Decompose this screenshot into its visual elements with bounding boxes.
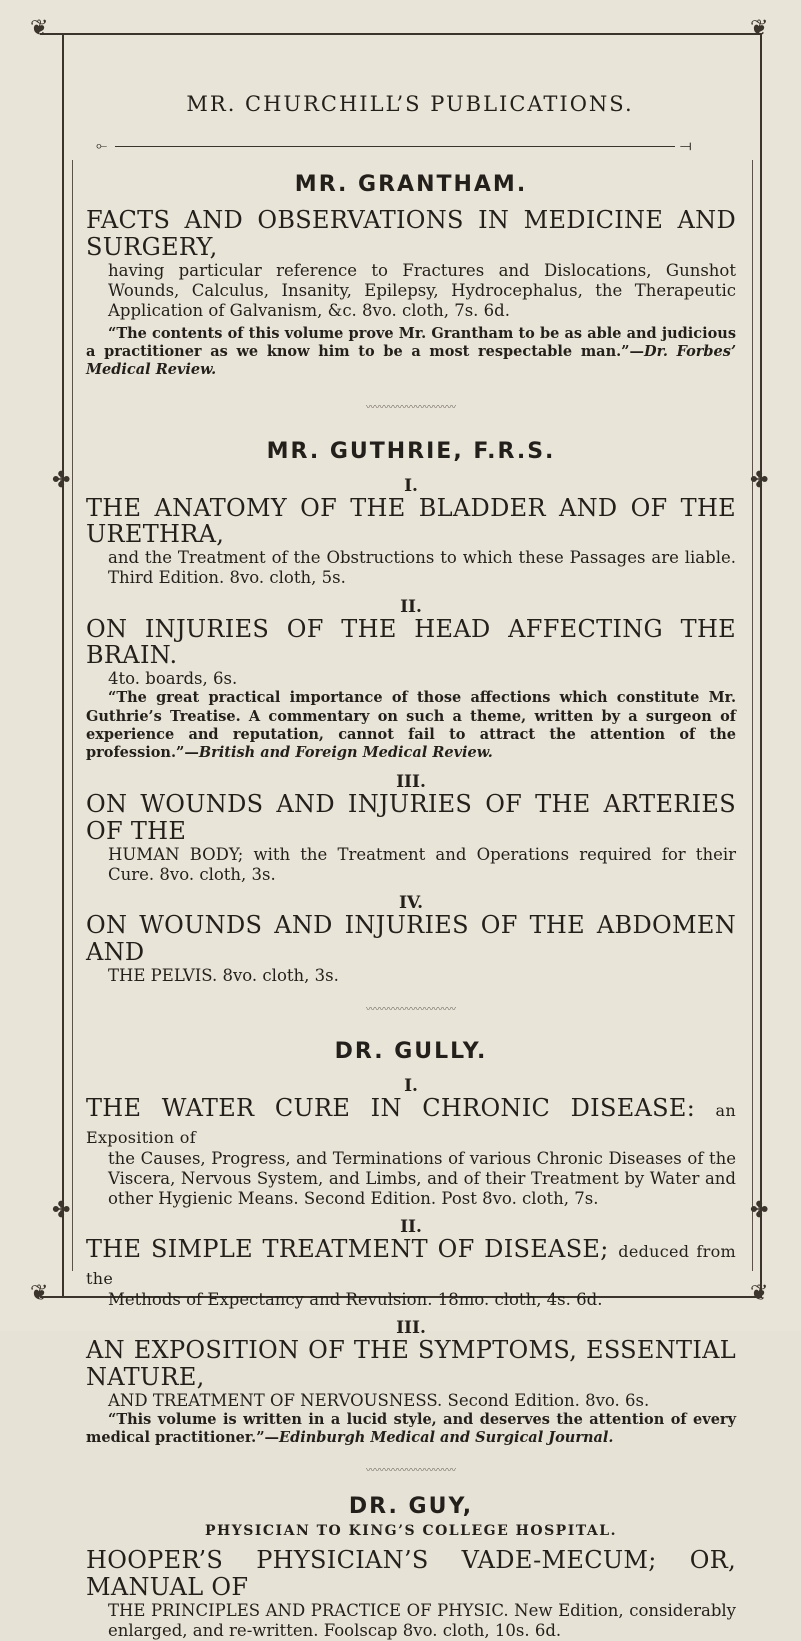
border-inner-left	[72, 160, 73, 1271]
side-ornament-icon: ✤	[52, 1198, 71, 1223]
author-name: DR. GUY,	[348, 1493, 474, 1519]
book-title: AN EXPOSITION OF THE SYMPTOMS, ESSENTIAL NATURE,	[86, 1335, 736, 1391]
corner-ornament-icon: ❦	[30, 1281, 49, 1306]
author-section	[86, 172, 736, 380]
corner-ornament-icon: ❦	[750, 1281, 769, 1306]
book-title	[86, 1095, 736, 1149]
author-name: MR. GRANTHAM.	[294, 172, 528, 197]
corner-ornament-icon: ❦	[30, 16, 49, 41]
rule-ornament-icon: ⟜	[96, 138, 108, 154]
side-ornament-icon: ✤	[52, 468, 71, 493]
book-title: HOOPER’S PHYSICIAN’S VADE-MECUM; OR, MANUAL OF	[86, 1545, 736, 1601]
work-numeral: I.	[404, 1075, 418, 1096]
book-title-main: THE WATER CURE IN CHRONIC DISEASE:	[86, 1093, 696, 1122]
book-title-tail: deduced from the	[86, 1241, 736, 1288]
book-description: HUMAN BODY; with the Treatment and Operations required for their Cure. 8vo. cloth, 3s.	[108, 844, 736, 884]
border-left	[62, 33, 64, 1298]
book-title: ON INJURIES OF THE HEAD AFFECTING THE BRAIN.	[86, 614, 736, 670]
review-quote	[86, 325, 736, 379]
author-name: DR. GULLY.	[334, 1038, 488, 1064]
quote-source: Edinburgh Medical and Surgical Journal.	[279, 1428, 614, 1446]
review-quote	[86, 1411, 736, 1447]
page-header-title: MR. CHURCHILL’S PUBLICATIONS.	[186, 92, 634, 116]
quote-text: “The great practical importance of those affections which constitute Mr. Guthrie’s Treatise. A commentary on such a theme, written by a surgeon of experience and reputation, cannot fail to attract the attention of the profession.”—	[86, 689, 736, 761]
work-numeral: III.	[396, 1317, 426, 1338]
book-description: AND TREATMENT OF NERVOUSNESS. Second Edition. 8vo. 6s.	[108, 1390, 650, 1410]
author-section	[86, 1494, 736, 1641]
book-description: the Causes, Progress, and Terminations of various Chronic Diseases of the Viscera, Nervous System, and Limbs, and of their Treatment by Water and other Hygienic Means. Second Edition. Post 8vo. cloth, 7s.	[108, 1148, 736, 1208]
book-description: THE PELVIS. 8vo. cloth, 3s.	[108, 965, 339, 985]
book-description: having particular reference to Fractures and Dislocations, Gunshot Wounds, Calculus, Insanity, Epilepsy, Hydrocephalus, the Therapeutic Application of Galvanism, &c. 8vo. cloth, 7s. 6d.	[108, 260, 736, 320]
quote-source: British and Foreign Medical Review.	[198, 743, 493, 761]
book-description: THE PRINCIPLES AND PRACTICE OF PHYSIC. New Edition, considerably enlarged, and re-written. Foolscap 8vo. cloth, 10s. 6d.	[108, 1600, 736, 1640]
work-numeral: IV.	[398, 892, 424, 913]
border-right	[760, 33, 762, 1298]
work-numeral: I.	[404, 475, 418, 496]
side-ornament-icon: ✤	[750, 1198, 769, 1223]
author-section	[86, 1039, 736, 1447]
quote-text: “The contents of this volume prove Mr. Grantham to be as able and judicious a practitioner as we know him to be a most respectable man.”—	[86, 325, 736, 361]
section-divider: 〰〰〰〰〰〰〰〰〰〰	[365, 1004, 456, 1015]
rule-ornament-icon: ⟞	[680, 138, 692, 154]
book-title-tail: an Exposition of	[86, 1100, 736, 1147]
book-title-main: THE SIMPLE TREATMENT OF DISEASE;	[86, 1234, 609, 1263]
side-ornament-icon: ✤	[750, 468, 769, 493]
border-inner-right	[752, 160, 753, 1271]
catalogue-content	[86, 160, 736, 1641]
book-description: 4to. boards, 6s.	[108, 669, 238, 689]
book-title: ON WOUNDS AND INJURIES OF THE ARTERIES OF THE	[86, 789, 736, 845]
section-divider: 〰〰〰〰〰〰〰〰〰〰	[365, 402, 456, 413]
author-affiliation: PHYSICIAN TO KING’S COLLEGE HOSPITAL.	[205, 1522, 617, 1539]
work-numeral: II.	[400, 596, 422, 617]
review-quote	[86, 689, 736, 762]
quote-source: Dr. Forbes’ Medical Review.	[86, 343, 736, 379]
corner-ornament-icon: ❦	[750, 16, 769, 41]
work-numeral: II.	[400, 1216, 422, 1237]
author-section	[86, 439, 736, 986]
border-top	[40, 33, 761, 35]
quote-text: “This volume is written in a lucid style, and deserves the attention of every medical practitioner.”—	[86, 1410, 736, 1446]
work-numeral: III.	[396, 771, 426, 792]
section-divider: 〰〰〰〰〰〰〰〰〰〰	[365, 1465, 456, 1476]
book-title: THE ANATOMY OF THE BLADDER AND OF THE URETHRA,	[86, 493, 736, 549]
book-description: Methods of Expectancy and Revulsion. 18mo. cloth, 4s. 6d.	[108, 1289, 603, 1309]
book-title: ON WOUNDS AND INJURIES OF THE ABDOMEN AND	[86, 910, 736, 966]
book-title	[86, 1236, 736, 1290]
book-title: FACTS AND OBSERVATIONS IN MEDICINE AND SURGERY,	[86, 206, 736, 261]
book-description: and the Treatment of the Obstructions to which these Passages are liable. Third Edition. 8vo. cloth, 5s.	[108, 548, 736, 588]
header-rule	[115, 146, 675, 147]
author-name: MR. GUTHRIE, F.R.S.	[266, 438, 556, 464]
